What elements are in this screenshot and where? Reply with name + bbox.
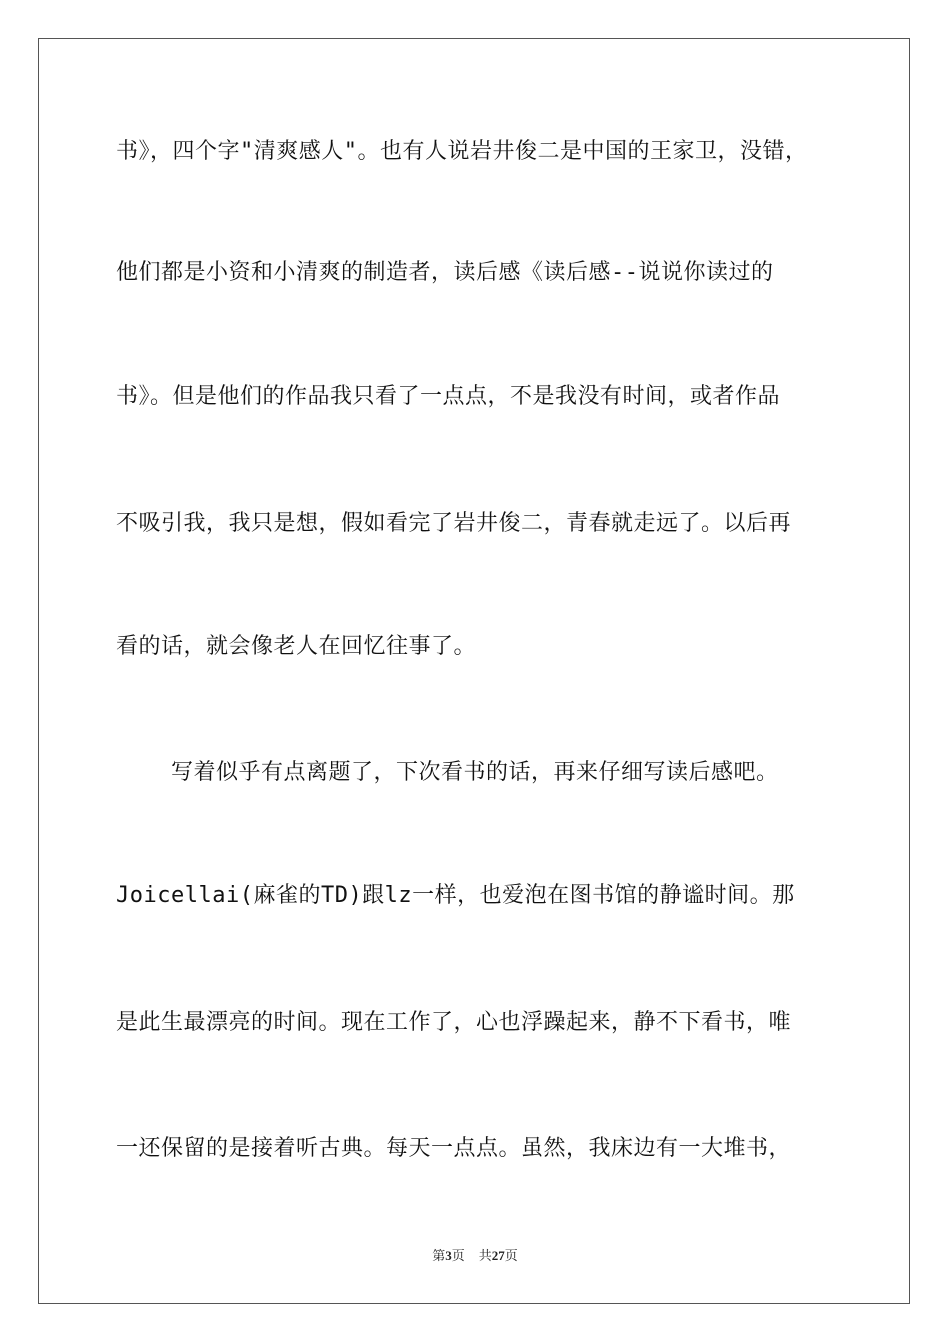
body-line-8: 是此生最漂亮的时间。现在工作了，心也浮躁起来，静不下看书，唯 — [116, 1010, 792, 1035]
body-line-1: 书》，四个字"清爽感人"。也有人说岩井俊二是中国的王家卫，没错， — [116, 139, 808, 164]
page-number: 3 — [445, 1248, 452, 1263]
page-prefix: 第 — [432, 1248, 446, 1263]
total-suffix: 页 — [504, 1248, 518, 1263]
body-line-6: 写着似乎有点离题了，下次看书的话，再来仔细写读后感吧。 — [116, 760, 779, 785]
body-line-3: 书》。但是他们的作品我只看了一点点，不是我没有时间，或者作品 — [116, 384, 781, 409]
body-line-2: 他们都是小资和小清爽的制造者，读后感《读后感--说说你读过的 — [116, 260, 774, 285]
page-suffix: 页 — [451, 1248, 465, 1263]
total-prefix: 共 — [478, 1248, 492, 1263]
body-line-4: 不吸引我，我只是想，假如看完了岩井俊二，青春就走远了。以后再 — [116, 511, 792, 536]
body-line-9: 一还保留的是接着听古典。每天一点点。虽然，我床边有一大堆书， — [116, 1136, 792, 1161]
total-pages: 27 — [491, 1248, 505, 1263]
body-line-7: Joicellai(麻雀的TD)跟lz一样，也爱泡在图书馆的静谧时间。那 — [116, 883, 795, 908]
page-border — [38, 38, 910, 1304]
page-footer — [0, 1245, 950, 1264]
body-line-5: 看的话，就会像老人在回忆往事了。 — [116, 634, 477, 659]
